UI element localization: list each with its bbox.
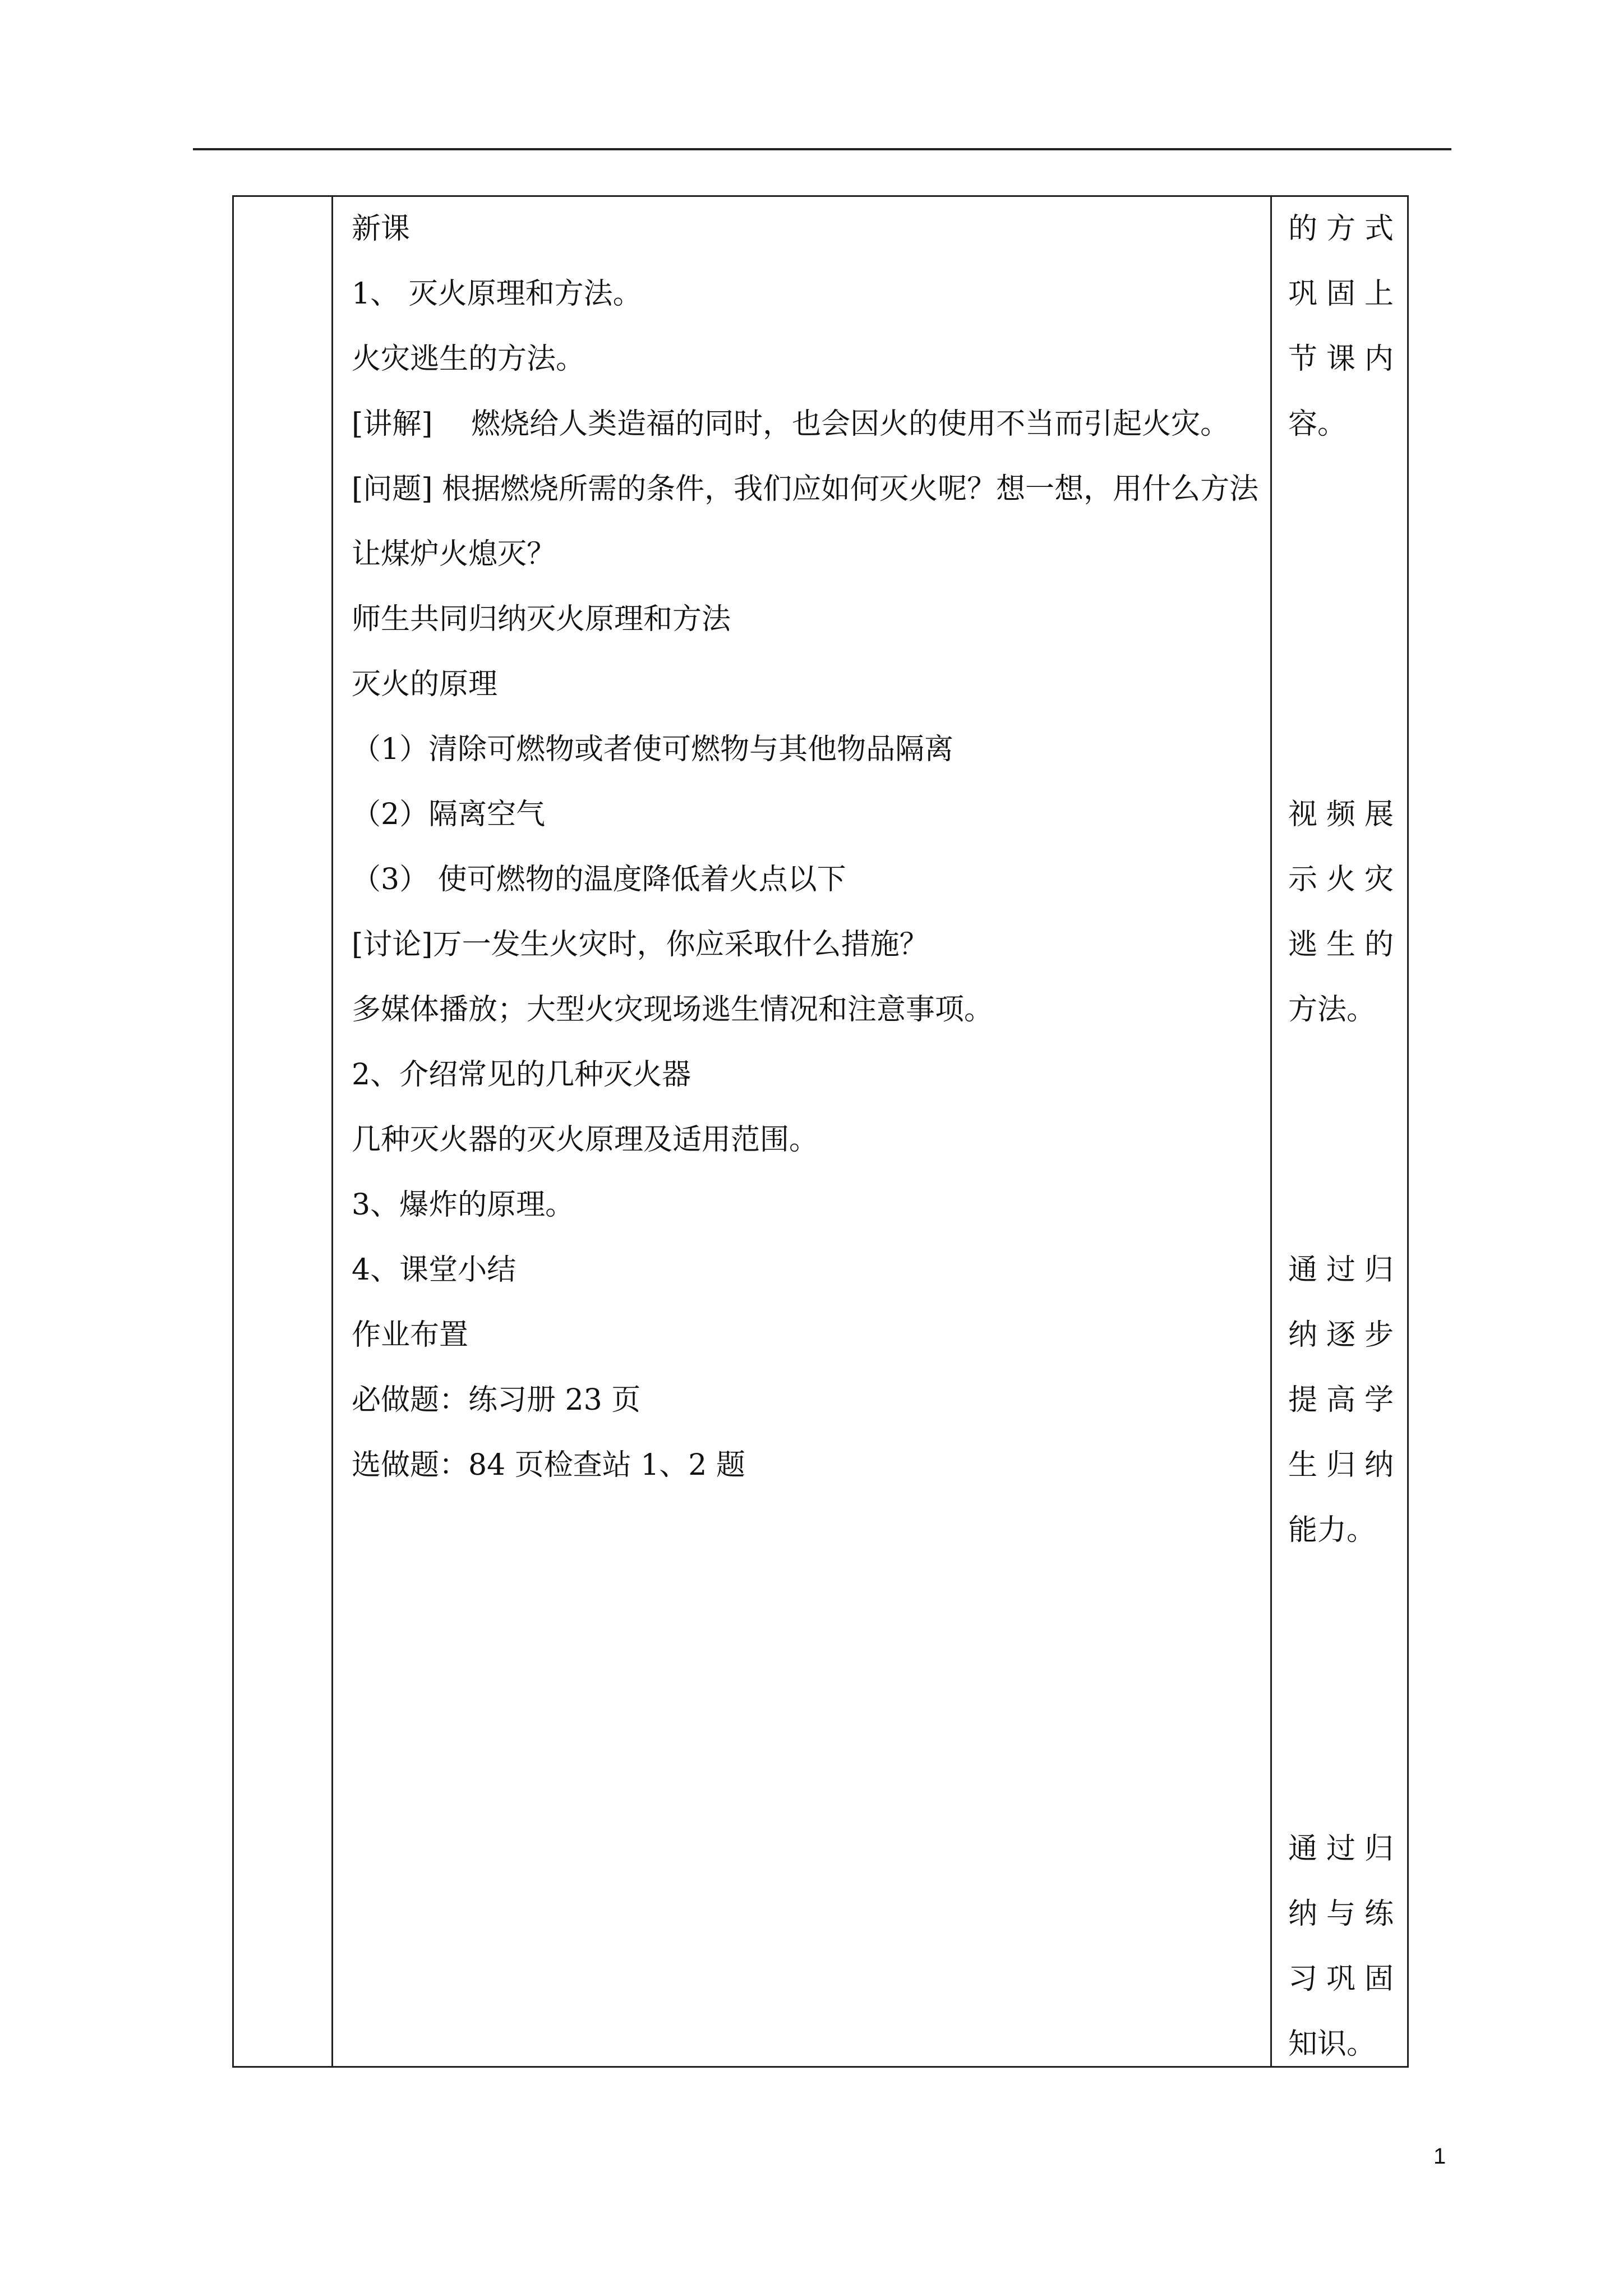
content-line: 让煤炉火熄灭？ [352,537,556,571]
content-line: （3） 使可燃物的温度降低着火点以下 [352,863,846,896]
content-line: 灭火的原理 [352,668,498,701]
content-line: （1）清除可燃物或者使可燃物与其他物品隔离 [352,733,954,766]
intent-line: 习巩固 [1288,1962,1394,1996]
content-line: 1、 灭火原理和方法。 [352,277,642,311]
column-divider-left [331,197,333,2066]
content-line: 火灾逃生的方法。 [352,342,585,376]
content-line: 几种灭火器的灭火原理及适用范围。 [352,1123,819,1157]
intent-line: 示火灾 [1288,863,1394,896]
design-intent-column [1288,197,1406,2066]
intent-line: 通过归 [1288,1253,1394,1287]
intent-line: 节课内 [1288,342,1394,376]
intent-line: 通过归 [1288,1832,1394,1866]
content-line: 作业布置 [352,1318,469,1352]
content-line: 选做题：84 页检查站 1、2 题 [352,1448,745,1482]
content-line: 多媒体播放；大型火灾现场逃生情况和注意事项。 [352,993,994,1027]
intent-line: 纳逐步 [1288,1318,1394,1352]
content-line: （2）隔离空气 [352,798,546,831]
content-line: 4、课堂小结 [352,1253,517,1287]
intent-line: 提高学 [1288,1383,1394,1417]
content-line: 师生共同归纳灭火原理和方法 [352,602,731,636]
intent-line: 的方式 [1288,212,1394,246]
content-line: 3、爆炸的原理。 [352,1188,575,1222]
intent-line: 生归纳 [1288,1448,1394,1482]
intent-line: 知识。 [1288,2027,1376,2061]
content-line: [问题] 根据燃烧所需的条件，我们应如何灭火呢？想一想，用什么方法 [352,472,1259,506]
content-line: 2、介绍常见的几种灭火器 [352,1058,691,1092]
header-rule [193,148,1451,150]
page-number: 1 [1433,2144,1446,2169]
intent-line: 纳与练 [1288,1897,1394,1931]
lesson-plan-table [232,195,1409,2068]
content-line: 新课 [352,212,411,246]
intent-line: 视频展 [1288,798,1394,831]
intent-line: 巩固上 [1288,277,1394,311]
content-line: 必做题：练习册 23 页 [352,1383,641,1417]
content-line: [讲解] 燃烧给人类造福的同时，也会因火的使用不当而引起火灾。 [352,407,1230,441]
intent-line: 逃生的 [1288,928,1394,961]
intent-line: 能力。 [1288,1513,1376,1547]
intent-line: 容。 [1288,407,1347,441]
intent-line: 方法。 [1288,993,1376,1027]
content-line: [讨论]万一发生火灾时，你应采取什么措施？ [352,928,929,961]
teaching-content-column [352,197,1283,2066]
